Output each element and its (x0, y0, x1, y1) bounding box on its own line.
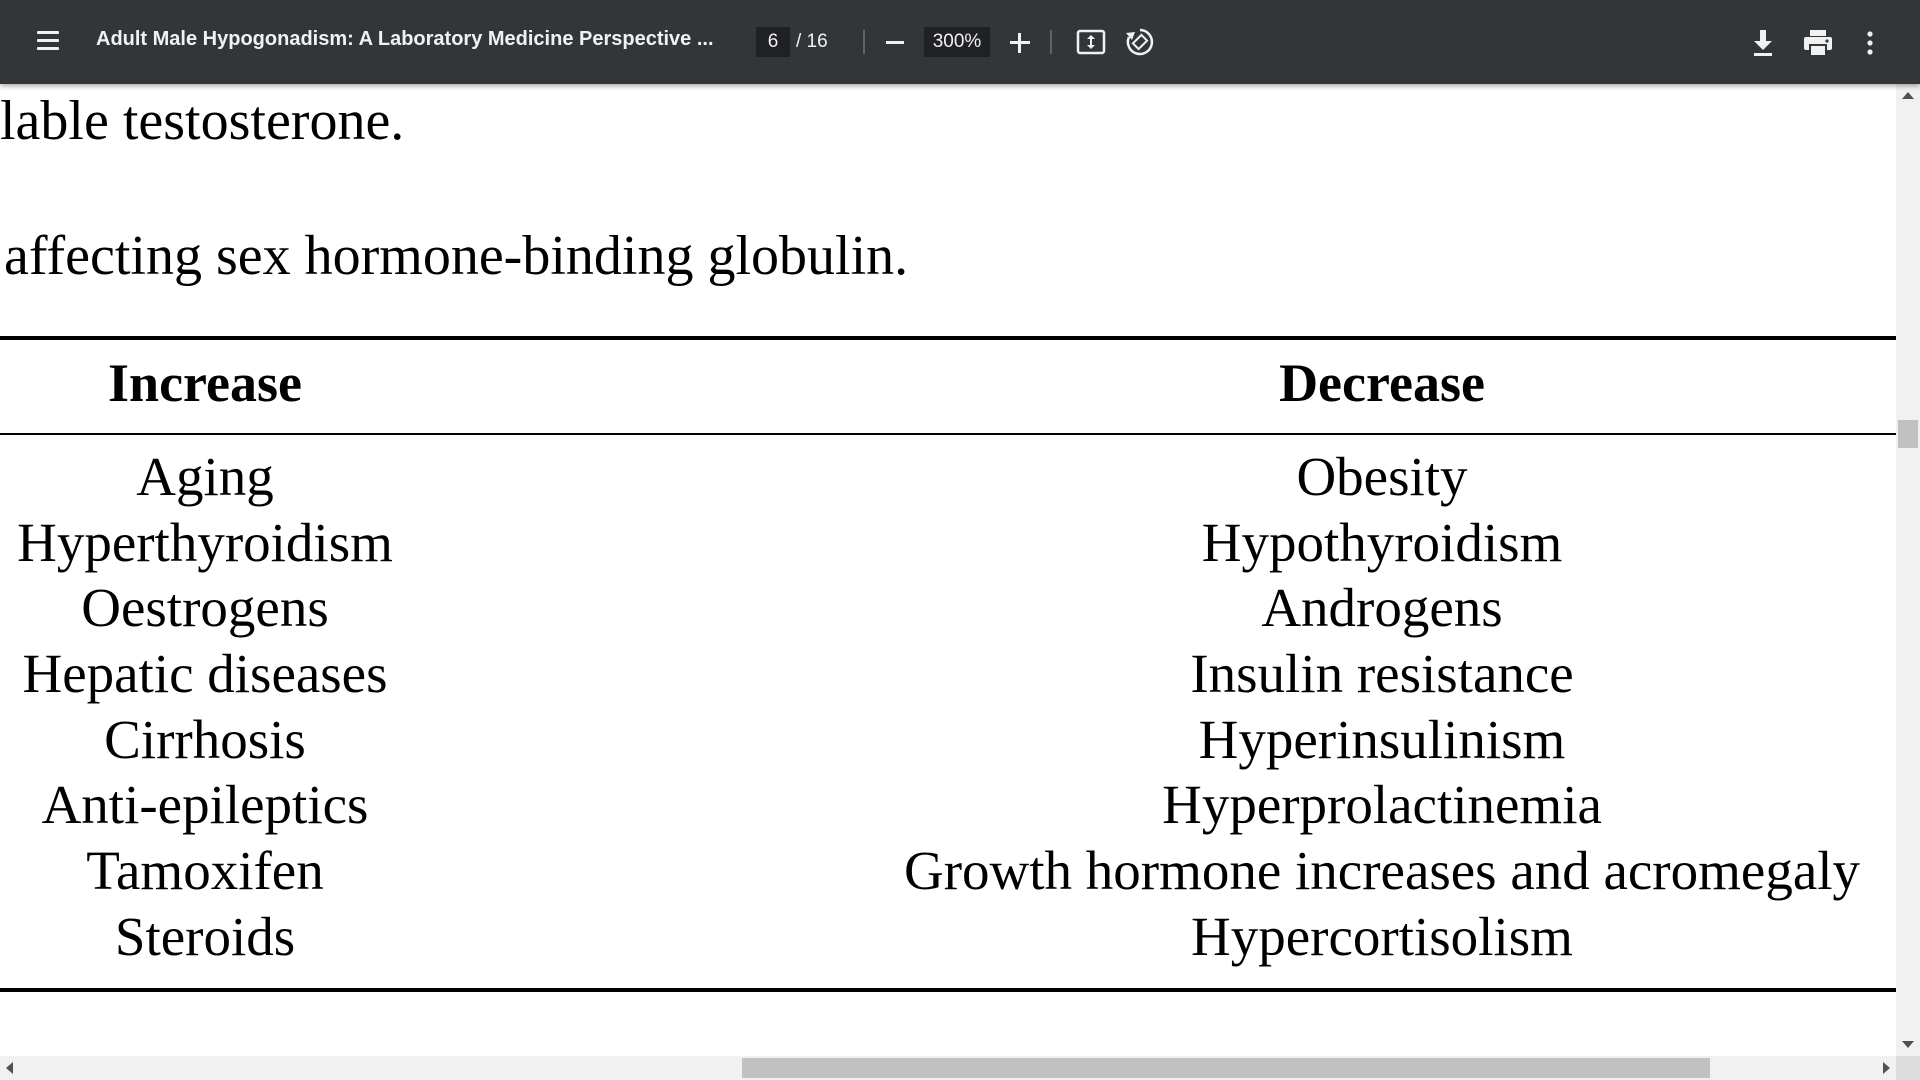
document-title: Adult Male Hypogonadism: A Laboratory Medicine Perspective ... (96, 28, 714, 50)
toolbar-divider (863, 30, 865, 54)
scroll-right-arrow-icon[interactable] (1883, 1062, 1890, 1074)
horizontal-scrollbar[interactable] (0, 1056, 1896, 1080)
body-text-line: affecting sex hormone-binding globulin. (4, 225, 909, 287)
rotate-icon[interactable] (1122, 24, 1158, 60)
page-total: / 16 (796, 31, 828, 52)
table-cell: Aging (136, 446, 274, 507)
table-cell: Cirrhosis (104, 708, 306, 770)
zoom-out-icon[interactable] (878, 24, 912, 60)
increase-column (17, 444, 393, 970)
table-cell: Hyperprolactinemia (1162, 774, 1602, 836)
table-header-decrease: Decrease (1279, 353, 1485, 413)
table-bottom-rule (0, 988, 1896, 992)
table-cell: Hyperthyroidism (17, 511, 393, 573)
scrollbar-corner (1896, 1056, 1920, 1080)
table-cell: Hypercortisolism (1191, 905, 1573, 967)
page-number-input[interactable] (756, 27, 790, 57)
menu-icon[interactable] (30, 26, 66, 58)
table-cell: Anti-epileptics (41, 774, 369, 836)
document-viewport[interactable] (0, 84, 1896, 1056)
table-cell: Tamoxifen (86, 840, 324, 902)
zoom-in-icon[interactable] (1002, 24, 1038, 60)
table-cell: Steroids (114, 905, 296, 967)
scroll-down-arrow-icon[interactable] (1902, 1041, 1914, 1048)
table-cell: Oestrogens (81, 577, 329, 639)
table-cell: Hepatic diseases (22, 643, 388, 705)
body-text-line: lable testosterone. (0, 90, 405, 152)
vertical-scrollbar[interactable] (1896, 84, 1920, 1056)
toolbar-divider (1050, 30, 1052, 54)
print-icon[interactable] (1800, 26, 1836, 60)
horizontal-scroll-thumb[interactable] (742, 1058, 1710, 1078)
scroll-left-arrow-icon[interactable] (6, 1062, 13, 1074)
more-vert-icon[interactable] (1854, 26, 1886, 60)
decrease-column (904, 444, 1860, 970)
table-header-rule (0, 433, 1896, 435)
download-icon[interactable] (1746, 26, 1780, 60)
scroll-up-arrow-icon[interactable] (1902, 92, 1914, 99)
vertical-scroll-thumb[interactable] (1898, 420, 1918, 448)
table-cell: Hypothyroidism (1201, 511, 1563, 573)
table-cell: Obesity (1296, 446, 1468, 507)
zoom-level-input[interactable] (924, 27, 990, 57)
table-cell: Androgens (1261, 577, 1503, 639)
fit-to-page-icon[interactable] (1074, 26, 1108, 58)
table-cell: Hyperinsulinism (1198, 708, 1566, 770)
table-header-increase: Increase (108, 353, 302, 413)
table-cell: Insulin resistance (1190, 643, 1574, 705)
pdf-toolbar (0, 0, 1920, 84)
table-top-rule (0, 336, 1896, 340)
table-cell: Growth hormone increases and acromegaly (903, 840, 1861, 902)
